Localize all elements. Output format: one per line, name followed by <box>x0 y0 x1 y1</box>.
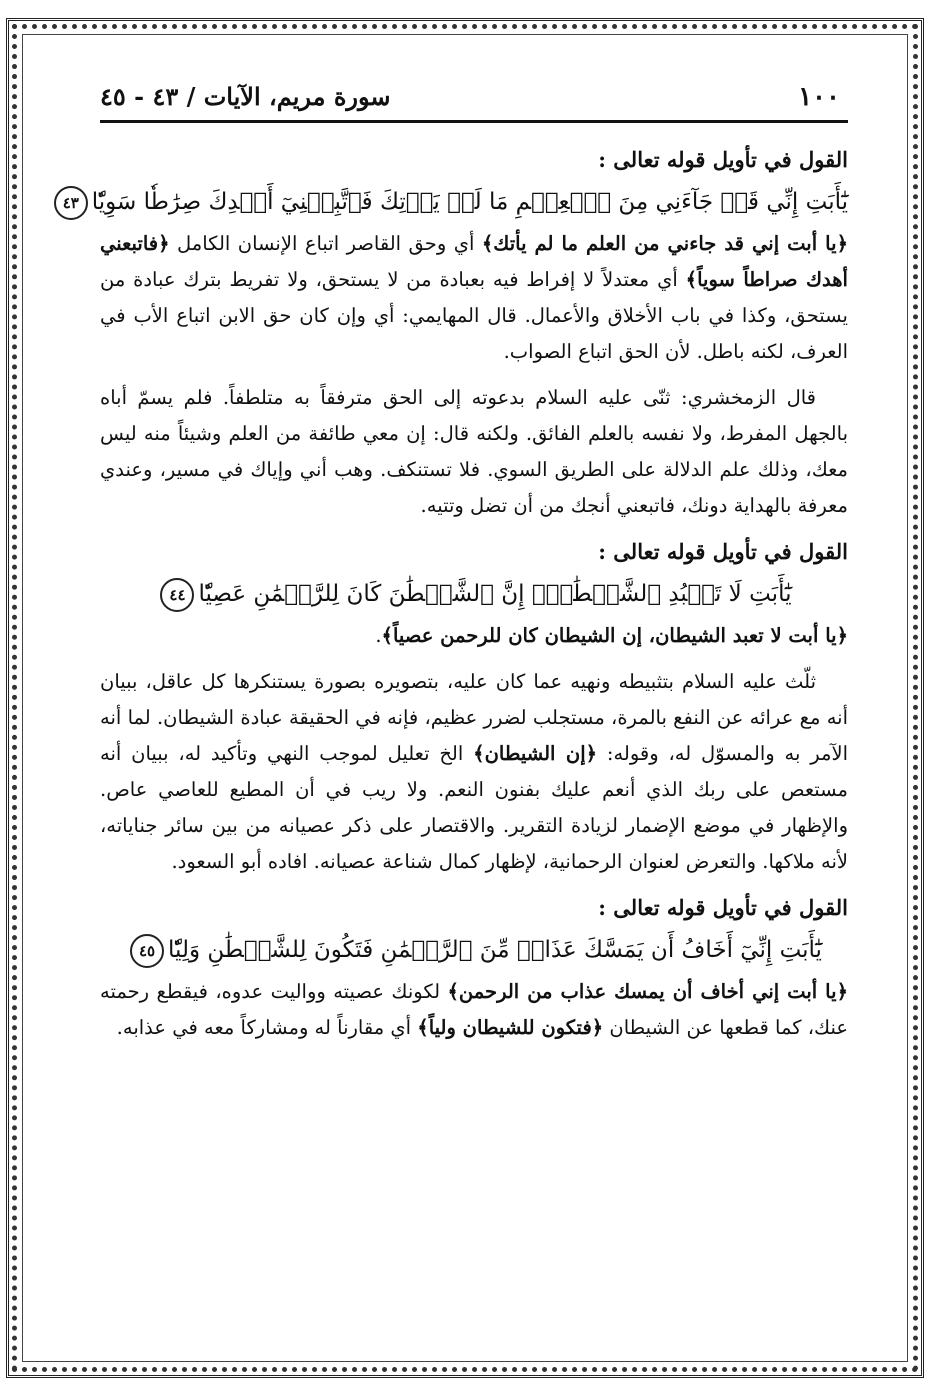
ayah-number-mark: ٤٤ <box>160 578 194 612</box>
page-number: ١٠٠ <box>798 82 840 112</box>
bracket-open: ﴿ <box>591 1016 604 1039</box>
header-rule <box>100 120 848 123</box>
bracket-open: ﴿ <box>836 232 848 255</box>
quran-verse <box>100 576 848 612</box>
verse-text: يَٰٓأَبَتِ إِنِّي قَدۡ جَآءَنِي مِنَ ٱلۡعِلۡمِ مَا لَمۡ يَأۡتِكَ فَٱتَّبِعۡنِيٓ أَهۡدِكَ صِرَٰطٗا سَوِيّٗا <box>91 189 848 215</box>
verse-quote: فتكون للشيطان ولياً <box>428 1016 592 1039</box>
quran-verse <box>62 184 848 220</box>
bracket-open: ﴿ <box>158 232 170 255</box>
bracket-close: ﴾ <box>473 742 485 765</box>
section-heading: القول في تأويل قوله تعالى : <box>598 895 848 920</box>
bracket-close: ﴾ <box>447 980 459 1003</box>
verse-quote: يا أبت إني قد جاءني من العلم ما لم يأتك <box>493 232 837 255</box>
bracket-close: ﴾ <box>381 624 393 647</box>
verse-text: يَٰٓأَبَتِ إِنِّيٓ أَخَافُ أَن يَمَسَّكَ عَذَابٞ مِّنَ ٱلرَّحۡمَٰنِ فَتَكُونَ لِلشَّيۡطَٰنِ وَلِيّٗا <box>168 937 822 963</box>
commentary-paragraph <box>100 226 848 370</box>
bracket-open: ﴿ <box>585 742 598 765</box>
commentary-paragraph <box>100 664 848 880</box>
commentary-text: لكونك عصيته وواليت عدوه، فيقطع رحمته عنك، كما قطعها عن الشيطان <box>100 980 848 1039</box>
verse-quote: يا أبت لا تعبد الشيطان، إن الشيطان كان للرحمن عصياً <box>392 624 837 647</box>
verse-quote: يا أبت إني أخاف أن يمسك عذاب من الرحمن <box>458 980 837 1003</box>
bracket-close: ﴾ <box>481 232 494 255</box>
commentary-paragraph: قال الزمخشري: ثنّى عليه السلام بدعوته إلى الحق مترفقاً به متلطفاً. فلم يسمّ أباه بالجهل المفرط، ولا نفسه بالعلم الفائق. ولكنه قال: إن معي طائفة من العلم وشيئاً منه ليس معك، وذلك علم الدلالة على الطريق السوي. فلا تستنكف. وهب أني وإياك في مسير، وعندي معرفة بالهداية دونك، فاتبعني أنجك من أن تضل وتتيه. <box>100 386 848 517</box>
commentary-text: أي وحق القاصر اتباع الإنسان الكامل <box>169 232 482 255</box>
bracket-open: ﴿ <box>836 980 848 1003</box>
ayah-number-mark: ٤٥ <box>130 934 164 968</box>
section-heading: القول في تأويل قوله تعالى : <box>598 147 848 172</box>
verse-quote: إن الشيطان <box>484 742 586 765</box>
bracket-close: ﴾ <box>685 268 698 291</box>
bracket-open: ﴿ <box>836 624 848 647</box>
verse-text: يَٰٓأَبَتِ لَا تَعۡبُدِ ٱلشَّيۡطَٰنَۖ إِنَّ ٱلشَّيۡطَٰنَ كَانَ لِلرَّحۡمَٰنِ عَصِيّٗا <box>198 581 792 607</box>
verse-quote: فاتبعني أهدك صراطاً سوياً <box>100 232 848 291</box>
quran-verse <box>100 932 848 968</box>
commentary-paragraph <box>100 974 848 1046</box>
running-head: سورة مريم، الآيات / ٤٣ - ٤٥ <box>100 82 391 111</box>
commentary-text: الخ تعليل لموجب النهي وتأكيد له، ببيان أنه مستعص على ربك الذي أنعم عليك بفنون النعم. ولا ريب في أن المطيع للعاصي عاص. والإظهار في موضع الإضمار لزيادة التقرير. والاقتصار على ذكر عصيانه من بين سائر جناياته، لأنه ملاكها. والتعرض لعنوان الرحمانية، لإظهار كمال شناعة عصيانه. افاده أبو السعود. <box>100 742 848 873</box>
verse-quote-line: ﴿يا أبت لا تعبد الشيطان، إن الشيطان كان للرحمن عصياً﴾. <box>375 624 848 647</box>
commentary-text: أي مقارناً له ومشاركاً معه في عذابه. <box>116 1016 418 1039</box>
ayah-number-mark: ٤٣ <box>54 186 88 220</box>
commentary-text: ثلّث عليه السلام بتثبيطه ونهيه عما كان عليه، بتصويره بصورة يستنكرها كل عاقل، ببيان أنه مع عرائه عن النفع بالمرة، مستجلب لضرر عظيم، فإنه في الحقيقة عبادة الشيطان. لما أنه الآمر به والمسوّل له، وقوله: <box>100 670 848 765</box>
page-content <box>62 138 848 1056</box>
commentary-text: أي معتدلاً لا إفراط فيه بعبادة من لا يستحق، ولا تفريط بترك عبادة من يستحق، وكذا في باب الأخلاق والأعمال. قال المهايمي: أي وإن كان حق الابن اتباع الأب في العرف، لكنه باطل. لأن الحق اتباع الصواب. <box>100 268 848 363</box>
page-header <box>100 72 848 122</box>
bracket-close: ﴾ <box>417 1016 429 1039</box>
section-heading: القول في تأويل قوله تعالى : <box>598 539 848 564</box>
